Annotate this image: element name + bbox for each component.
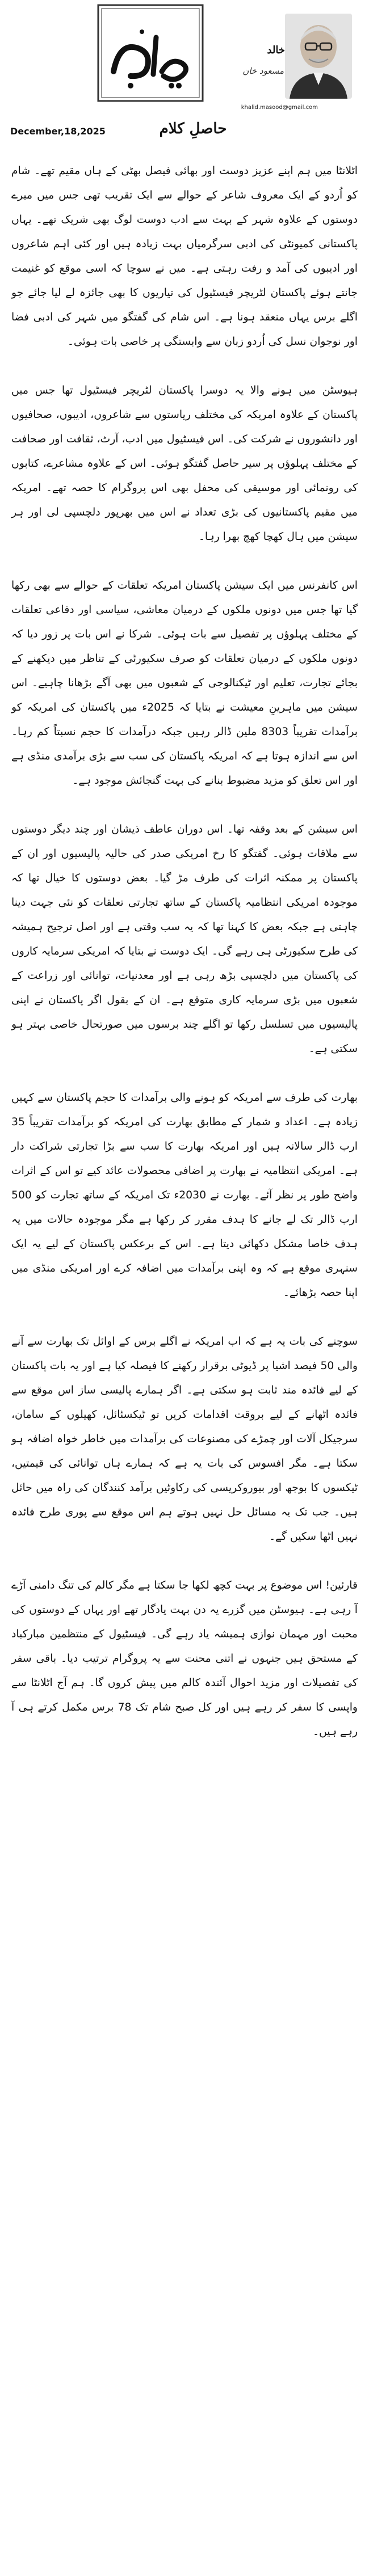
article-paragraph: اس سیشن کے بعد وقفہ تھا۔ اس دوران عاطف ذیشان اور چند دیگر دوستوں سے ملاقات ہوئی۔ گفتگو کا رخ امریکی صدر کی حالیہ پالیسیوں اور ان کے پاکستان پر ممکنہ اثرات کی طرف مڑ گیا۔ بعض دوستوں کا خیال تھا کہ موجودہ امریکی انتظامیہ پاکستان کے ساتھ تجارتی تعلقات کو نئی جہت دینا چاہتی ہے جبکہ بعض کا کہنا تھا کہ یہ سب وقتی ہے اور اصل ترجیح ہمیشہ کی طرح سکیورٹی ہی رہے گی۔ ایک دوست نے بتایا کہ امریکی سرمایہ کاروں کی پاکستان میں دلچسپی بڑھ رہی ہے اور معدنیات، توانائی اور زراعت کے شعبوں میں بڑی سرمایہ کاری متوقع ہے۔ ان کے بقول اگر پاکستان نے اپنی پالیسیوں میں تسلسل رکھا تو اگلے چند برسوں میں صورتحال خاصی بہتر ہو سکتی ہے۔ [11, 824, 358, 1055]
column-header [0, 0, 369, 153]
publish-date: December,18,2025 [10, 126, 106, 137]
author-subname: مسعود خان [242, 66, 284, 76]
author-photo [285, 14, 352, 99]
article-paragraph: ہیوسٹن میں ہونے والا یہ دوسرا پاکستان لٹریچر فیسٹیول تھا جس میں پاکستان کے علاوہ امریکہ کی مختلف ریاستوں سے شاعروں، ادیبوں، صحافیوں اور دانشوروں نے شرکت کی۔ اس فیسٹیول میں ادب، آرٹ، ثقافت اور صحافت کے مختلف پہلوؤں پر سیر حاصل گفتگو ہوئی۔ اس کے علاوہ مشاعرے، کتابوں کی رونمائی اور موسیقی کی محفل بھی اس پروگرام کا حصہ تھے۔ امریکہ میں مقیم پاکستانیوں کی بڑی تعداد نے اس میں بھرپور دلچسپی لی اور ہر سیشن میں ہال کھچا کھچ بھرا رہا۔ [11, 385, 358, 543]
article-paragraph: قارئین! اس موضوع پر بہت کچھ لکھا جا سکتا ہے مگر کالم کی تنگ دامنی آڑے آ رہی ہے۔ ہیوسٹن میں گزرے یہ دن بہت یادگار تھے اور یہاں کے دوستوں کی محبت اور مہمان نوازی ہمیشہ یاد رہے گی۔ فیسٹیول کے منتظمین مبارکباد کے مستحق ہیں جنہوں نے اتنی محنت سے یہ پروگرام ترتیب دیا۔ باقی سفر کی تفصیلات اور مزید احوال آئندہ کالم میں پیش کروں گا۔ ہم آج اٹلانٹا سے واپسی کا سفر کر رہے ہیں اور کل صبح شام تک 78 برس مکمل کرتے ہی آ رہے ہیں۔ [11, 1580, 358, 1738]
newspaper-logo [97, 3, 204, 103]
author-name: خالد [267, 44, 285, 56]
article-body [11, 159, 358, 1768]
author-block [238, 14, 352, 121]
article-paragraph: سوچنے کی بات یہ ہے کہ اب امریکہ نے اگلے برس کے اوائل تک بھارت سے آنے والی 50 فیصد اشیا پر ڈیوٹی برقرار رکھنے کا فیصلہ کیا ہے اور یہ بات پاکستان کے لیے فائدہ مند ثابت ہو سکتی ہے۔ اگر ہمارے پالیسی ساز اس موقع سے فائدہ اٹھانے کے لیے بروقت اقدامات کریں تو ٹیکسٹائل، کھیلوں کے سامان، سرجیکل آلات اور چمڑے کی مصنوعات کی برآمدات میں خاطر خواہ اضافہ ہو سکتا ہے۔ مگر افسوس کی بات یہ ہے کہ ہمارے ہاں توانائی کی قیمتیں، ٹیکسوں کا بوجھ اور بیوروکریسی کی رکاوٹیں برآمد کنندگان کی راہ میں حائل ہیں۔ جب تک یہ مسائل حل نہیں ہوتے ہم اس موقع سے پوری طرح فائدہ نہیں اٹھا سکیں گے۔ [11, 1336, 358, 1543]
article-paragraph: اس کانفرنس میں ایک سیشن پاکستان امریکہ تعلقات کے حوالے سے بھی رکھا گیا تھا جس میں دونوں ملکوں کے درمیان معاشی، سیاسی اور دفاعی تعلقات کے مختلف پہلوؤں پر تفصیل سے بات ہوئی۔ شرکا نے اس بات پر زور دیا کہ دونوں ملکوں کے درمیان تعلقات کو صرف سکیورٹی کے تناظر میں دیکھنے کے بجائے تجارت، تعلیم اور ٹیکنالوجی کے شعبوں میں بھی آگے بڑھانا چاہیے۔ اس سیشن میں ماہرینِ معیشت نے بتایا کہ 2025ء میں پاکستان کی امریکہ کو برآمدات تقریباً 8303 ملین ڈالر رہیں جبکہ درآمدات کا حجم نسبتاً کم رہا۔ اس سے اندازہ ہوتا ہے کہ امریکہ پاکستان کی سب سے بڑی برآمدی منڈی ہے اور اس تعلق کو مزید مضبوط بنانے کی بہت گنجائش موجود ہے۔ [11, 580, 358, 787]
article-paragraph: اٹلانٹا میں ہم اپنے عزیز دوست اور بھائی فیصل بھٹی کے ہاں مقیم تھے۔ شام کو اُردو کے ایک معروف شاعر کے حوالے سے ایک تقریب تھی جس میں میرے دوستوں کے علاوہ شہر کے بہت سے ادب دوست لوگ بھی شریک تھے۔ یہاں پاکستانی کمیونٹی کی ادبی سرگرمیاں بہت زیادہ ہیں اور کئی اہم شاعروں اور ادیبوں کی آمد و رفت رہتی ہے۔ میں نے سوچا کہ اسی موقع کو غنیمت جانتے ہوئے پاکستان لٹریچر فیسٹیول کی تیاریوں کا بھی جائزہ لے لیا جائے جو اگلے برس یہاں منعقد ہونا ہے۔ اس شام کی گفتگو میں شہر کی ادبی فضا اور نوجوان نسل کی اُردو زبان سے وابستگی پر خاصی بات ہوئی۔ [11, 165, 358, 348]
author-email: khalid.masood@gmail.com [241, 104, 318, 111]
column-title: حاصلِ کلام [159, 120, 227, 137]
article-paragraph: بھارت کی طرف سے امریکہ کو ہونے والی برآمدات کا حجم پاکستان سے کہیں زیادہ ہے۔ اعداد و شمار کے مطابق بھارت کی امریکہ کو برآمدات تقریباً 35 ارب ڈالر سالانہ ہیں اور امریکہ بھارت کا سب سے بڑا تجارتی شراکت دار ہے۔ امریکی انتظامیہ نے بھارت پر اضافی محصولات عائد کیے تو اس کے اثرات واضح طور پر نظر آئے۔ بھارت نے 2030ء تک امریکہ کے ساتھ تجارت کو 500 ارب ڈالر تک لے جانے کا ہدف مقرر کر رکھا ہے مگر موجودہ حالات میں یہ ہدف خاصا مشکل دکھائی دیتا ہے۔ اس کے برعکس پاکستان کے لیے یہ ایک سنہری موقع ہے کہ وہ اپنی برآمدات میں اضافہ کرے اور امریکی منڈی میں اپنا حصہ بڑھائے۔ [11, 1092, 358, 1299]
